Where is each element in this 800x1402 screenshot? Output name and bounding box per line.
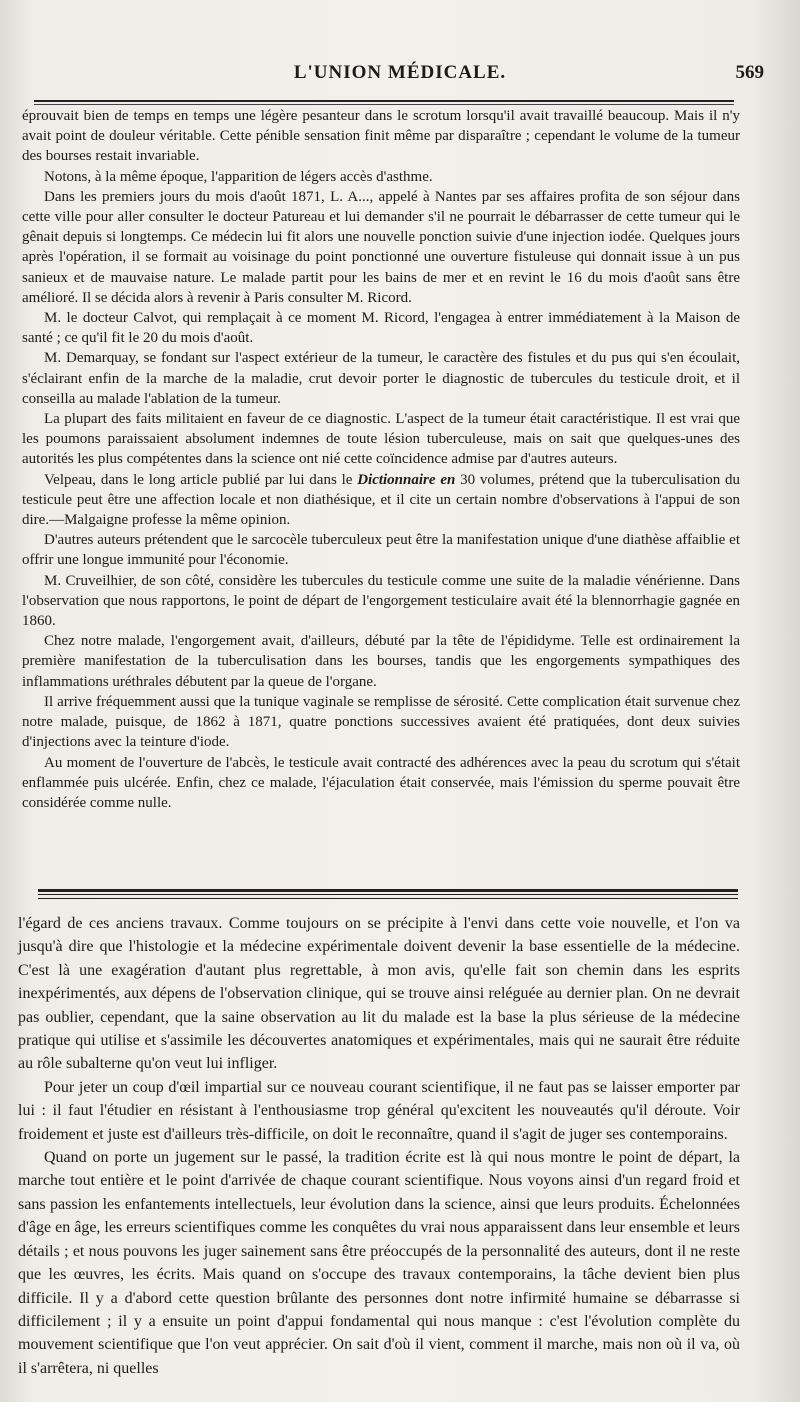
paragraph: M. Demarquay, se fondant sur l'aspect extérieur de la tumeur, le caractère des fistules et du pus qui s'en écoulait, s'éclairant enfin de la marche de la maladie, crut devoir porter le diagnostic de tubercules du testicule droit, et il conseilla au malade l'ablation de la tumeur. — [22, 350, 740, 407]
essay-section — [18, 912, 740, 1380]
running-title: L'UNION MÉDICALE. — [293, 62, 507, 83]
paragraph: La plupart des faits militaient en faveur de ce diagnostic. L'aspect de la tumeur était caractéristique. Il est vrai que les poumons paraissaient absolument indemnes de toute lésion tuberculeuse, mais on sait que quelques-unes des autorités les plus compétentes dans la science ont nié cette coïncidence admise par d'autres auteurs. — [22, 411, 740, 468]
paragraph: M. Cruveilhier, de son côté, considère les tubercules du testicule comme une suite de la maladie vénérienne. Dans l'observation que nous rapportons, le point de départ de l'engorgement testiculaire avait été la blennorrhagie gagnée en 1860. — [22, 572, 740, 630]
paragraph: Pour jeter un coup d'œil impartial sur ce nouveau courant scientifique, il ne faut pas se laisser emporter par lui : il faut l'étudier en résistant à l'enthousiasme trop général qu'excitent les nouveautés qu'il déroute. Voir froidement et juste est d'ailleurs très-difficile, on doit le reconnaître, quand il s'agit de juger ses contemporains. — [18, 1078, 740, 1143]
paragraph — [22, 470, 740, 531]
paragraph-text: 30 volumes, prétend que la tuberculisation du testicule peut être une affection locale et non diathésique, et il cite un certain nombre d'observations à l'appui de son dire.—Malgaigne professe la même opinion. — [22, 471, 741, 529]
paragraph: Il arrive fréquemment aussi que la tunique vaginale se remplisse de sérosité. Cette complication était survenue chez notre malade, puisque, de 1862 à 1871, quatre ponctions successives avaient été pratiquées, dont deux suivies d'injections avec la teinture d'iode. — [22, 693, 740, 751]
paragraph: éprouvait bien de temps en temps une légère pesanteur dans le scrotum lorsqu'il avait travaillé beaucoup. Mais il n'y avait point de douleur véritable. Cette pénible sensation finit même par disparaître ; cependant le volume de la tumeur des bourses restait invariable. — [22, 108, 740, 165]
paragraph: Notons, à la même époque, l'apparition de légers accès d'asthme. — [44, 168, 433, 185]
section-separator-thin — [38, 894, 738, 895]
page-number: 569 — [735, 62, 764, 83]
paragraph-text: Velpeau, dans le long article publié par lui dans le — [44, 471, 358, 488]
paragraph: Dans les premiers jours du mois d'août 1871, L. A..., appelé à Nantes par ses affaires profita de son séjour dans cette ville pour aller consulter le docteur Patureau et lui demander s'il ne pourrait le débarrasser de cette tumeur qui le gênait depuis si longtemps. Ce médecin lui fit alors une nouvelle ponction suivie d'une injection iodée. Quelques jours après l'opération, il se formait au voisinage du point ponctionné une ouverture fistuleuse qui donnait issue à un pus sanieux et de mauvaise nature. Le malade partit pour les bains de mer et en revint le 16 du mois d'août sans être amélioré. Il se décida alors à revenir à Paris consulter M. Ricord. — [22, 188, 740, 306]
header-rule-thin — [34, 104, 734, 105]
italic-title: Dictionnaire en — [357, 471, 456, 488]
paragraph: l'égard de ces anciens travaux. Comme toujours on se précipite à l'envi dans cette voie nouvelle, et l'on va jusqu'à dire que l'histologie et la médecine expérimentale doivent devenir la base essentielle de la médecine. C'est là une exagération d'autant plus regrettable, à mon avis, qu'elle fait son chemin dans les esprits inexpérimentés, aux dépens de l'observation clinique, qui se trouve ainsi reléguée au dernier plan. On ne devrait pas oublier, cependant, que la saine observation au lit du malade est la base la plus sérieuse de la médecine pratique qui utilise et s'assimile les découvertes anatomiques et expérimentales, mais qui ne saurait être réduite au rôle subalterne qu'on veut lui infliger. — [18, 915, 740, 1073]
paragraph: Chez notre malade, l'engorgement avait, d'ailleurs, débuté par la tête de l'épididyme. Telle est ordinairement la première manifestation de la tuberculisation dans les bourses, tandis que les engorgements sympathiques des inflammations uréthrales débutent par la queue de l'organe. — [22, 633, 740, 690]
clinical-observation-section — [22, 106, 740, 813]
paragraph: D'autres auteurs prétendent que le sarcocèle tuberculeux peut être la manifestation unique d'une diathèse affaiblie et offrir une longue immunité pour l'économie. — [22, 532, 740, 569]
paragraph: M. le docteur Calvot, qui remplaçait à ce moment M. Ricord, l'engagea à entrer immédiatement à la Maison de santé ; ce qu'il fit le 20 du mois d'août. — [22, 310, 740, 347]
section-separator-thick — [38, 889, 738, 892]
paragraph: Quand on porte un jugement sur le passé, la tradition écrite est là qui nous montre le point de départ, la marche tout entière et le point d'arrivée de chaque courant scientifique. Nous voyons ainsi d'un regard froid et sans passion les enfantements intellectuels, leur évolution dans la science, ainsi que leurs produits. Échelonnées d'âge en âge, les erreurs scientifiques comme les conquêtes du vrai nous apparaissent dans leur ensemble et leurs détails ; et nous pouvons les juger sainement sans être préoccupés de la personnalité des auteurs, dont il ne reste que les œuvres, les écrits. Mais quand on s'occupe des travaux contemporains, la tâche devient bien plus difficile. Il y a d'abord cette question brûlante des personnes dont notre infirmité humaine se débarrasse si difficilement ; il y a ensuite un point d'appui fondamental qui nous manque : c'est l'évolution complète du mouvement scientifique que l'on veut apprécier. On sait d'où il vient, comment il marche, mais non où il va, où il s'arrêtera, ni quelles — [18, 1149, 740, 1377]
page-header — [30, 58, 770, 98]
paragraph: Au moment de l'ouverture de l'abcès, le testicule avait contracté des adhérences avec la peau du scrotum qui s'était enflammée puis ulcérée. Enfin, chez ce malade, l'éjaculation était conservée, mais l'émission du sperme pouvait être considérée comme nulle. — [22, 754, 740, 811]
section-separator-thin — [38, 898, 738, 899]
header-rule — [34, 100, 734, 102]
